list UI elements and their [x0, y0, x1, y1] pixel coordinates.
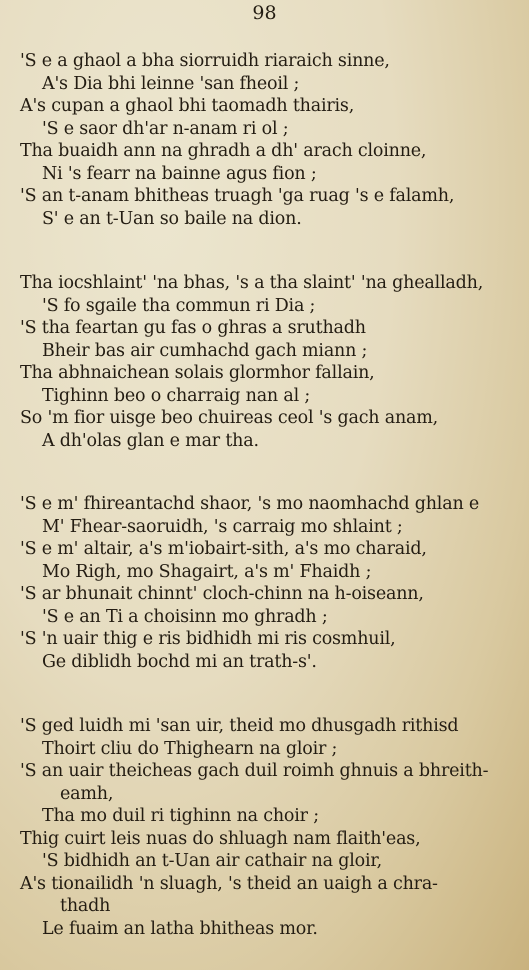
verse-line: Mo Righ, mo Shagairt, a's m' Fhaidh ; [42, 561, 372, 582]
verse-line: A dh'olas glan e mar tha. [42, 430, 259, 451]
verse-line: A's Dia bhi leinne 'san fheoil ; [42, 73, 300, 94]
verse-line: 'S fo sgaile tha commun ri Dia ; [42, 295, 316, 316]
verse-line: Tha buaidh ann na ghradh a dh' arach cloinne, [20, 141, 427, 161]
verse-line: Thoirt cliu do Thighearn na gloir ; [42, 738, 338, 759]
verse-line: A's cupan a ghaol bhi taomadh thairis, [20, 96, 355, 116]
page-number: 98 [252, 2, 277, 24]
verse-line: Le fuaim an latha bhitheas mor. [42, 918, 318, 939]
verse-line: Thig cuirt leis nuas do shluagh nam flaith'eas, [20, 828, 421, 849]
verse-line: Tha abhnaichean solais glormhor fallain, [20, 363, 375, 383]
verse-line: eamh, [60, 783, 114, 804]
stanza [20, 715, 515, 940]
verse-line: S' e an t-Uan so baile na dion. [42, 208, 302, 229]
verse-line: So 'm fior uisge beo chuireas ceol 's gach anam, [20, 408, 439, 428]
verse-line: A's tionailidh 'n sluagh, 's theid an uaigh a chra- [20, 873, 438, 894]
verse-line: 'S e m' altair, a's m'iobairt-sith, a's mo charaid, [20, 539, 427, 559]
stanza [20, 50, 515, 230]
verse-line: Ni 's fearr na bainne agus fion ; [42, 163, 317, 184]
verse-line: 'S e saor dh'ar n-anam ri ol ; [42, 118, 289, 139]
verse-line: 'S ar bhunait chinnt' cloch-chinn na h-oiseann, [20, 584, 424, 604]
stanza [20, 493, 515, 673]
verse-line: 'S ged luidh mi 'san uir, theid mo dhusgadh rithisd [20, 716, 459, 736]
verse-line: 'S tha feartan gu fas o ghras a sruthadh [20, 318, 366, 338]
verse-line: Bheir bas air cumhachd gach miann ; [42, 340, 368, 361]
verse-line: Ge diblidh bochd mi an trath-s'. [42, 651, 317, 672]
verse-line: 'S an uair theicheas gach duil roimh ghnuis a bhreith- [20, 761, 489, 781]
verse-line: 'S an t-anam bhitheas truagh 'ga ruag 's e falamh, [20, 186, 455, 206]
verse-line: thadh [60, 896, 111, 916]
verse-line: 'S e m' fhireantachd shaor, 's mo naomhachd ghlan e [20, 494, 480, 514]
verse-line: 'S 'n uair thig e ris bidhidh mi ris cosmhuil, [20, 629, 396, 649]
verse-line: M' Fhear-saoruidh, 's carraig mo shlaint ; [42, 516, 403, 537]
verse-line: 'S e an Ti a choisinn mo ghradh ; [42, 606, 328, 627]
stanza [20, 272, 515, 452]
verse-line: 'S bidhidh an t-Uan air cathair na gloir, [42, 851, 382, 871]
verse-line: Tha mo duil ri tighinn na choir ; [42, 806, 319, 826]
verse-line: Tighinn beo o charraig nan al ; [42, 385, 311, 406]
verse-line: 'S e a ghaol a bha siorruidh riaraich sinne, [20, 51, 390, 71]
verse-line: Tha iocshlaint' 'na bhas, 's a tha slaint' 'na ghealladh, [20, 273, 484, 293]
